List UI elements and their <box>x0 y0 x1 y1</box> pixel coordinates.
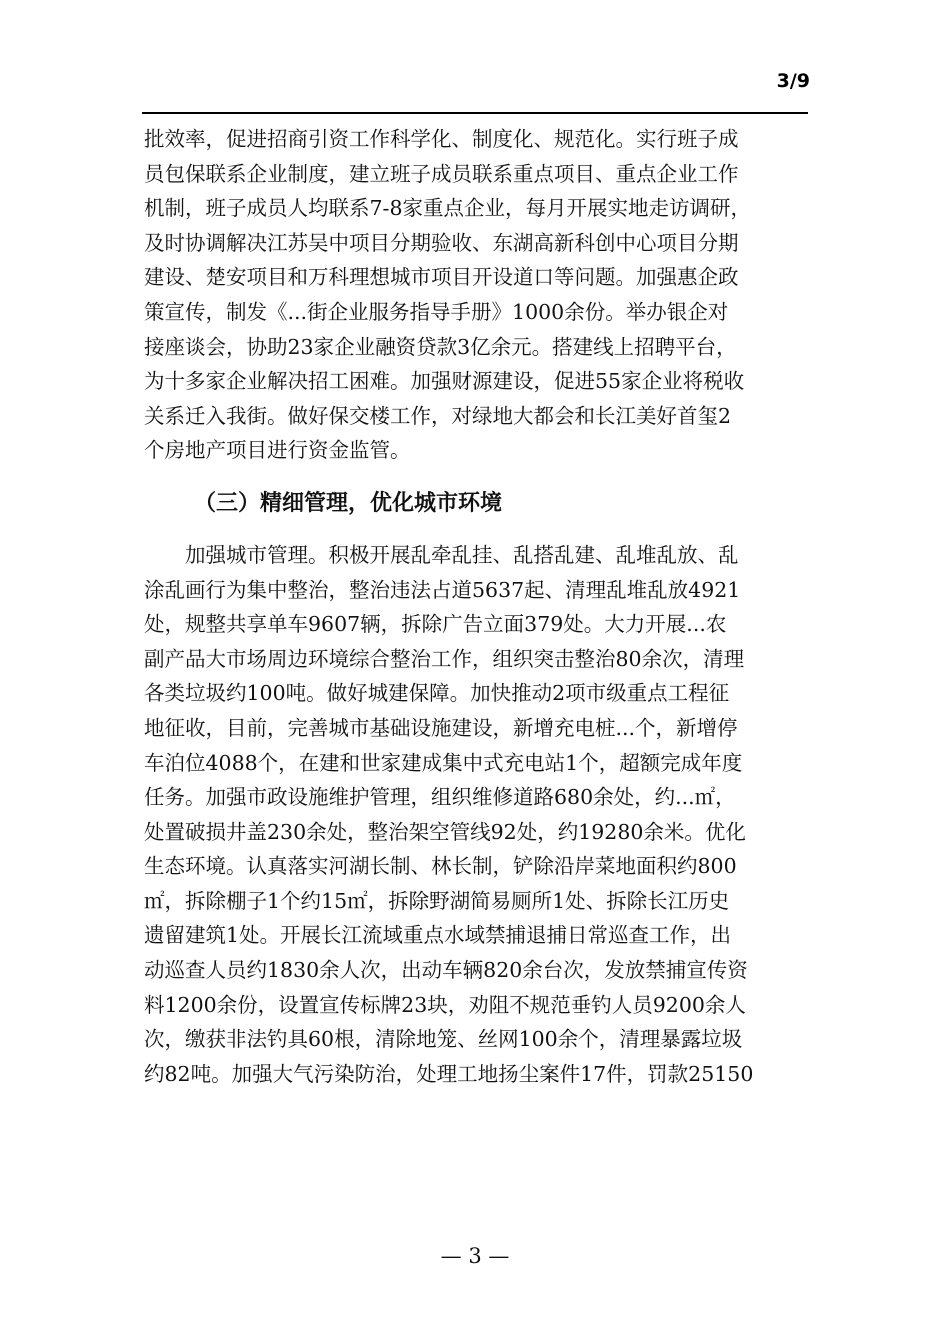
header-rule <box>142 112 808 114</box>
text-line: 约82吨。加强大气污染防治，处理工地扬尘案件17件，罚款25150 <box>144 1061 754 1086</box>
text-line: 机制，班子成员人均联系7-8家重点企业，每月开展实地走访调研， <box>144 196 752 221</box>
text-line: 动巡查人员约1830余人次，出动车辆820余台次，发放禁捕宣传资 <box>144 958 748 983</box>
text-line: 及时协调解决江苏吴中项目分期验收、东湖高新科创中心项目分期 <box>144 230 739 255</box>
text-line: 员包保联系企业制度，建立班子成员联系重点项目、重点企业工作 <box>144 161 739 186</box>
text-line: 为十多家企业解决招工困难。加强财源建设，促进55家企业将税收 <box>144 369 745 394</box>
text-line: 关系迁入我街。做好保交楼工作，对绿地大都会和长江美好首玺2 <box>144 403 732 428</box>
text-line: 涂乱画行为集中整治，整治违法占道5637起、清理乱堆乱放4921 <box>144 577 741 602</box>
text-line: 任务。加强市政设施维护管理，组织维修道路680余处，约...㎡， <box>144 785 736 810</box>
paragraph-city-management <box>144 538 808 1092</box>
text-line: 处，规整共享单车9607辆，拆除广告立面379处。大力开展...农 <box>144 612 727 637</box>
text-line: 遗留建筑1处。开展长江流域重点水域禁捕退捕日常巡查工作，出 <box>144 923 732 948</box>
text-line: 处置破损井盖230余处，整治架空管线92处，约19280余米。优化 <box>144 819 746 844</box>
text-line: 接座谈会，协助23家企业融资贷款3亿余元。搭建线上招聘平台， <box>144 334 737 359</box>
text-line: 策宣传，制发《...街企业服务指导手册》1000余份。举办银企对 <box>144 299 729 324</box>
page-indicator: 3/9 <box>776 70 810 92</box>
text-line: 批效率，促进招商引资工作科学化、制度化、规范化。实行班子成 <box>144 127 739 151</box>
text-line: 加强城市管理。积极开展乱牵乱挂、乱搭乱建、乱堆乱放、乱 <box>144 542 739 567</box>
text-line: 个房地产项目进行资金监管。 <box>144 438 411 463</box>
text-line: 次，缴获非法钓具60根，清除地笼、丝网100余个，清理暴露垃圾 <box>144 1027 743 1052</box>
text-line: 车泊位4088个，在建和世家建成集中式充电站1个，超额完成年度 <box>144 750 743 775</box>
text-line: 地征收，目前，完善城市基础设施建设，新增充电桩...个，新增停 <box>144 715 738 740</box>
section-heading: （三）精细管理，优化城市环境 <box>194 490 503 516</box>
text-line: 生态环境。认真落实河湖长制、林长制，铲除沿岸菜地面积约800 <box>144 854 737 879</box>
text-line: 各类垃圾约100吨。做好城建保障。加快推动2项市级重点工程征 <box>144 681 730 706</box>
page-number: — 3 — <box>440 1244 510 1268</box>
paragraph-continued <box>144 122 808 468</box>
document-body <box>144 122 808 1091</box>
text-line: 料1200余份，设置宣传标牌23块，劝阻不规范垂钓人员9200余人 <box>144 992 746 1017</box>
text-line: 建设、楚安项目和万科理想城市项目开设道口等问题。加强惠企政 <box>144 265 739 290</box>
text-line: ㎡，拆除棚子1个约15㎡，拆除野湖简易厕所1处、拆除长江历史 <box>144 888 730 913</box>
text-line: 副产品大市场周边环境综合整治工作，组织突击整治80余次，清理 <box>144 646 745 671</box>
